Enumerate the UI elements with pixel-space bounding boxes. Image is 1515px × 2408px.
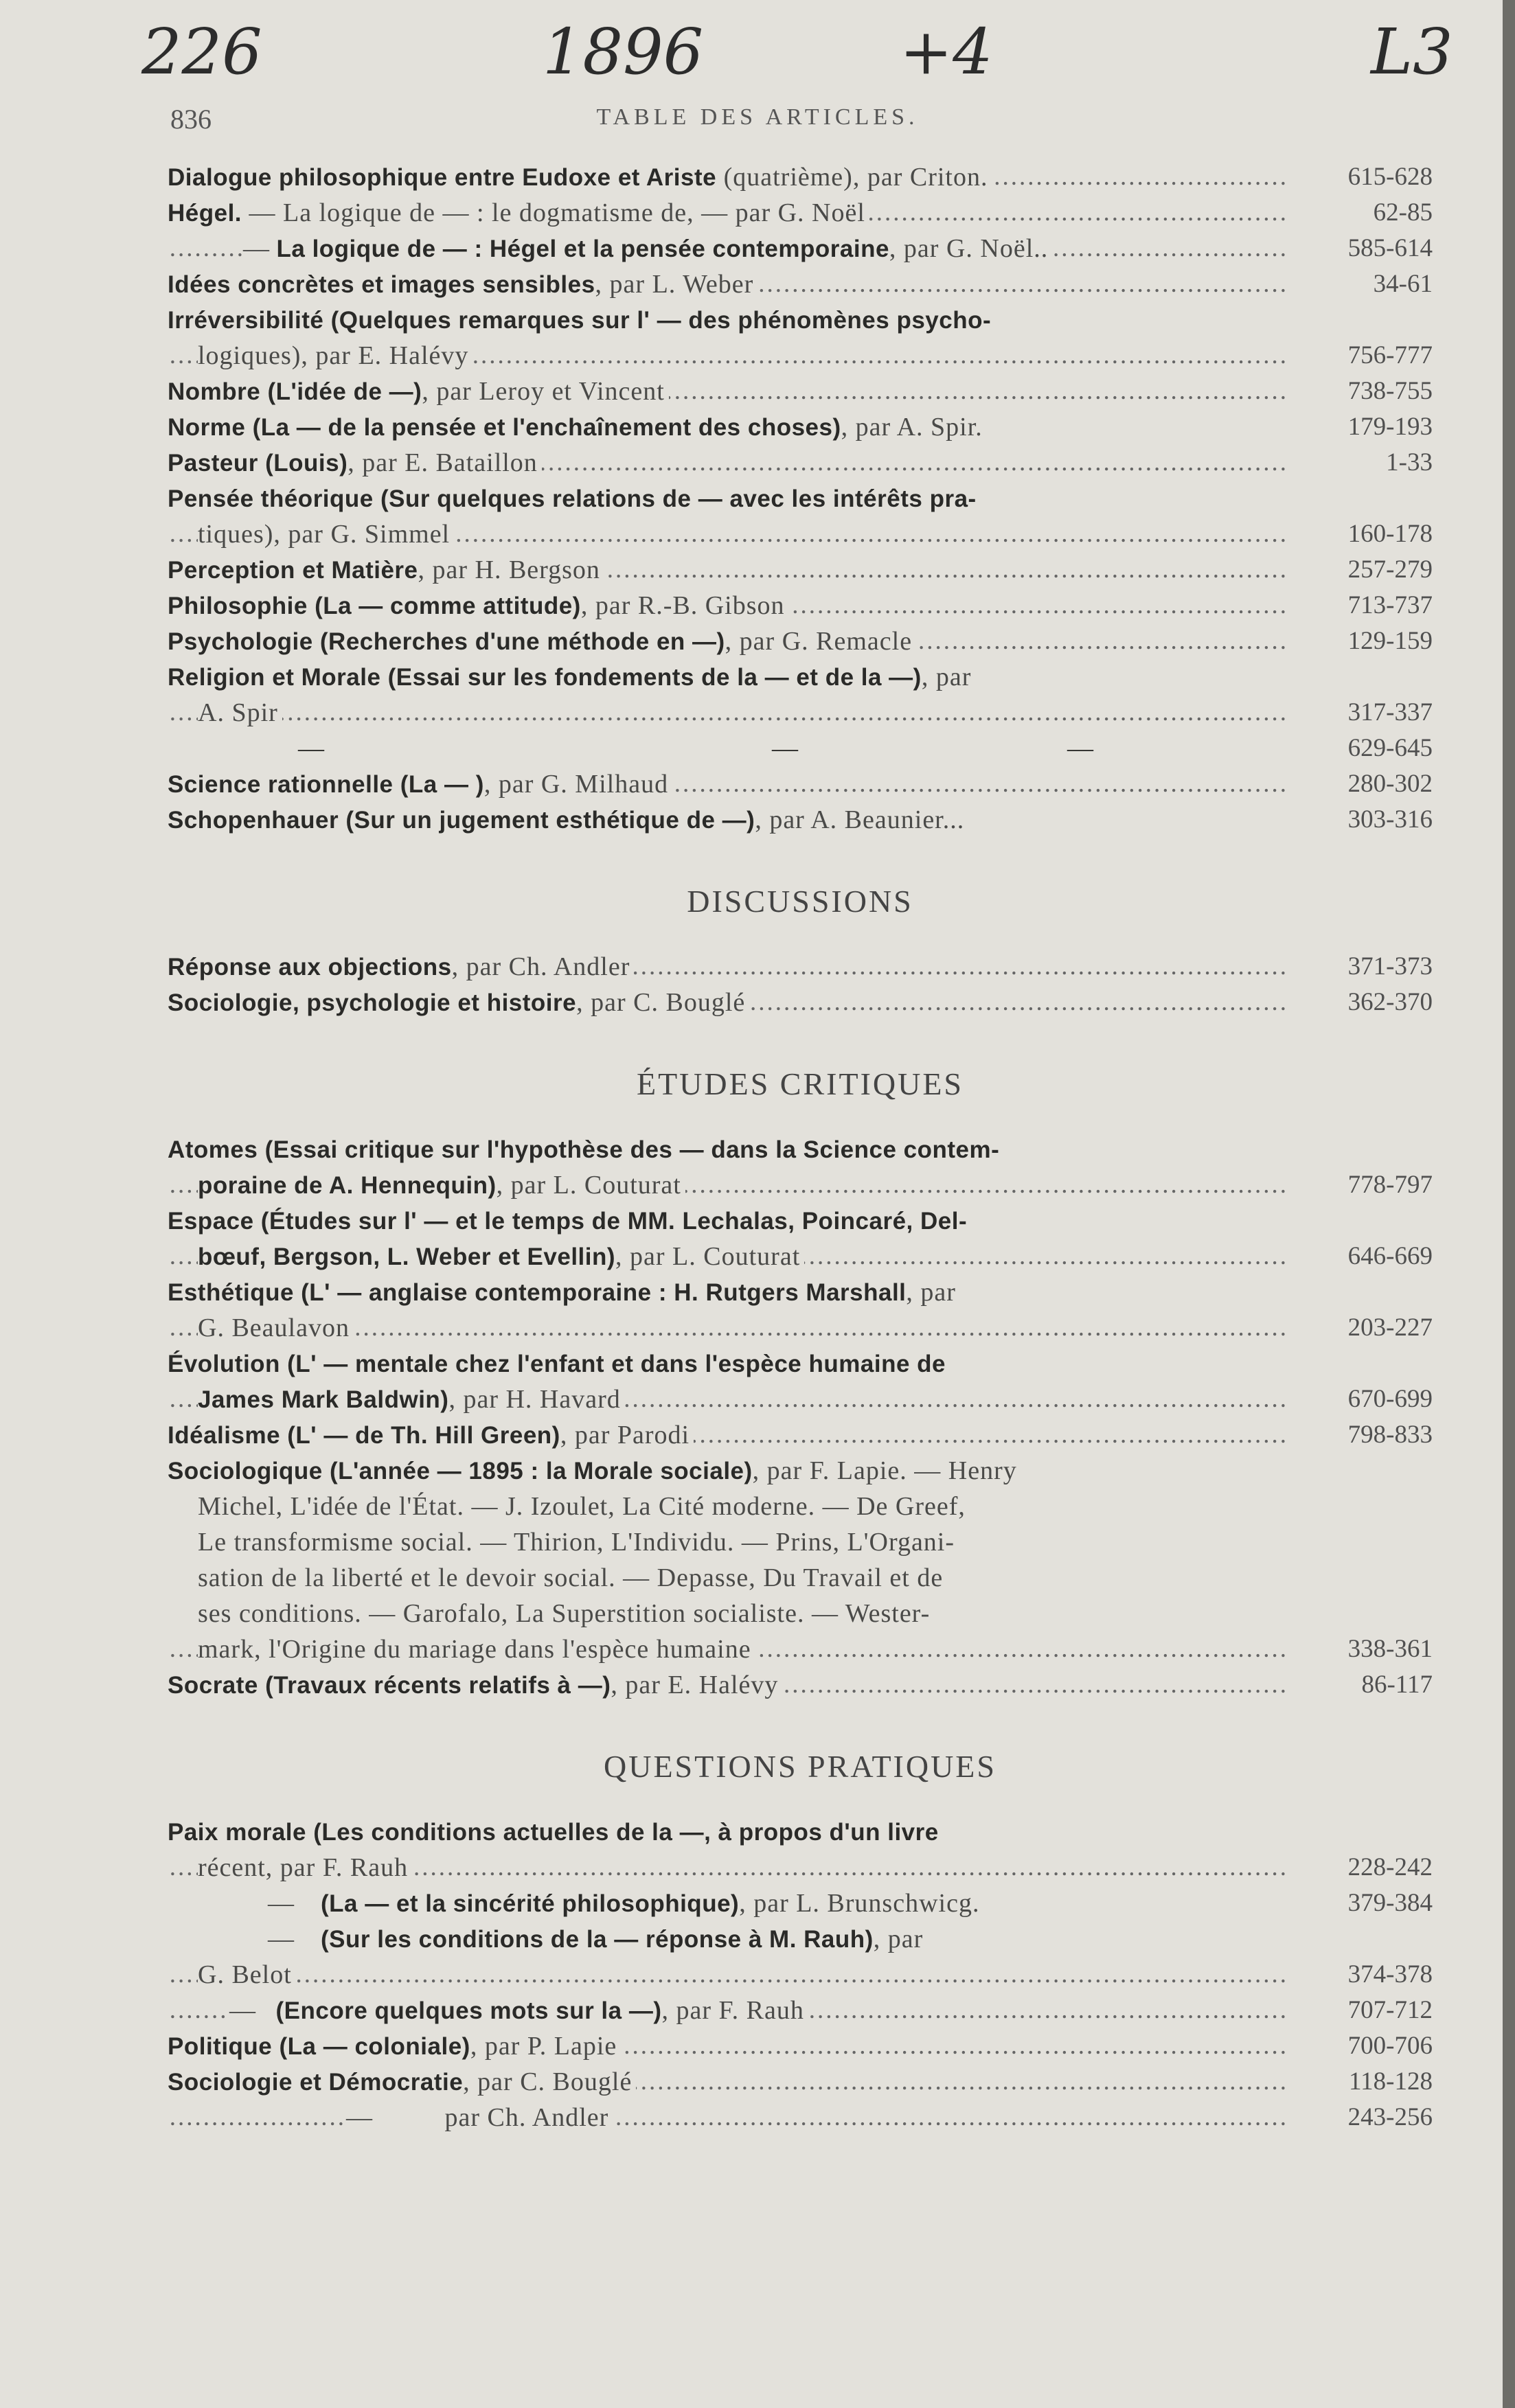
page-range: ..... 700-706 xyxy=(1302,2028,1433,2064)
index-entry: — (Sur les conditions de la — réponse à M. Rauh), par G. Belot ..... 374-378 xyxy=(168,1921,1433,1993)
page-range: ..... 374-378 xyxy=(1302,1957,1433,1993)
index-entry: Socrate (Travaux récents relatifs à —), par E. Halévy ..... 86-117 xyxy=(168,1667,1433,1703)
page-range: ..... 738-755 xyxy=(1302,374,1433,409)
index-entry: Espace (Études sur l' — et le temps de MM. Lechalas, Poincaré, Del- bœuf, Bergson, L. Weber et Evellin), par L. Couturat ..... 646-669 xyxy=(168,1203,1433,1274)
index-entry: Irréversibilité (Quelques remarques sur l' — des phénomènes psycho- logiques), par E. Halévy ..... 756-777 xyxy=(168,302,1433,374)
index-entry: Religion et Morale (Essai sur les fondements de la — et de la —), par A. Spir ..... 317-337 xyxy=(168,659,1433,731)
index-entry: Sociologie et Démocratie, par C. Bouglé ..... 118-128 xyxy=(168,2064,1433,2100)
page-range: 303-316 xyxy=(1302,802,1433,838)
index-entry: Philosophie (La — comme attitude), par R.-B. Gibson ..... 713-737 xyxy=(168,588,1433,623)
section-title-discussions: DISCUSSIONS xyxy=(687,884,913,919)
index-entry: Esthétique (L' — anglaise contemporaine : H. Rutgers Marshall, par G. Beaulavon ..... 203-227 xyxy=(168,1274,1433,1346)
page-range: ..... 34-61 xyxy=(1302,266,1433,302)
page-range: ..... 338-361 xyxy=(1302,1631,1433,1667)
index-entry: Perception et Matière, par H. Bergson ..... 257-279 xyxy=(168,552,1433,588)
index-entry: Idéalisme (L' — de Th. Hill Green), par Parodi ..... 798-833 xyxy=(168,1417,1433,1453)
page-range: ..... 62-85 xyxy=(1302,195,1433,231)
index-entry: Politique (La — coloniale), par P. Lapie ..... 700-706 xyxy=(168,2028,1433,2064)
page-range: ..... 798-833 xyxy=(1302,1417,1433,1453)
index-entry: — — — 629-645 xyxy=(168,731,1433,766)
section-title-questions-pratiques: QUESTIONS PRATIQUES xyxy=(604,1749,996,1784)
page-range: ..... 778-797 xyxy=(1302,1167,1433,1203)
page-range: 179-193 xyxy=(1302,409,1433,445)
page-range: ..... 228-242 xyxy=(1302,1850,1433,1885)
page-range: ..... 585-614 xyxy=(1302,231,1433,266)
page-range: ..... 86-117 xyxy=(1302,1667,1433,1703)
page-range: ..... 129-159 xyxy=(1302,623,1433,659)
page-range: ..... 118-128 xyxy=(1302,2064,1433,2100)
index-entry: Nombre (L'idée de —), par Leroy et Vincent ..... 738-755 xyxy=(168,374,1433,409)
page-range: 379-384 xyxy=(1302,1885,1433,1921)
index-entry: Sociologie, psychologie et histoire, par C. Bouglé ..... 362-370 xyxy=(168,985,1433,1020)
page-range: ..... 756-777 xyxy=(1302,338,1433,374)
article-index xyxy=(168,159,1433,2135)
page-range: ..... 615-628 xyxy=(1302,159,1433,195)
handwritten-year: 1896 xyxy=(543,15,704,89)
page-range: ..... 670-699 xyxy=(1302,1381,1433,1417)
page-range: ..... 713-737 xyxy=(1302,588,1433,623)
index-entry: Norme (La — de la pensée et l'enchaînement des choses), par A. Spir. 179-193 xyxy=(168,409,1433,445)
page-range: ..... 646-669 xyxy=(1302,1239,1433,1274)
index-entry: — (La — et la sincérité philosophique), par L. Brunschwicg. 379-384 xyxy=(168,1885,1433,1921)
page-number: 836 xyxy=(170,104,212,135)
index-entry: Sociologique (L'année — 1895 : la Morale sociale), par F. Lapie. — Henry Michel, L'idée de l'État. — J. Izoulet, La Cité moderne. — De Greef, Le transformisme social. — Thirion, L'Individu. — Prins, L'Organi- sation de la liberté et le devoir social. — Depasse, Du Travail et de ses conditions. — Garofalo, La Superstition socialiste. — Wester- mark, l'Origine du mariage dans l'espèce humaine ..... 338-361 xyxy=(168,1453,1433,1667)
page-range: ..... 160-178 xyxy=(1302,516,1433,552)
index-entry: Dialogue philosophique entre Eudoxe et Ariste (quatrième), par Criton. ..... 615-628 xyxy=(168,159,1433,195)
page-range: ..... 362-370 xyxy=(1302,985,1433,1020)
index-entry: Idées concrètes et images sensibles, par L. Weber ..... 34-61 xyxy=(168,266,1433,302)
page-range: ..... 203-227 xyxy=(1302,1310,1433,1346)
index-entry: — par Ch. Andler ..... 243-256 xyxy=(168,2100,1433,2135)
index-entry: Paix morale (Les conditions actuelles de la —, à propos d'un livre récent, par F. Rauh ..... 228-242 xyxy=(168,1814,1433,1885)
page-range: ..... 707-712 xyxy=(1302,1993,1433,2028)
handwritten-number-right: L3 xyxy=(1371,15,1453,89)
index-entry: Réponse aux objections, par Ch. Andler ..... 371-373 xyxy=(168,949,1433,985)
index-entry: Schopenhauer (Sur un jugement esthétique de —), par A. Beaunier... 303-316 xyxy=(168,802,1433,838)
section-title-etudes-critiques: ÉTUDES CRITIQUES xyxy=(636,1066,964,1101)
page-range: 629-645 xyxy=(1302,731,1433,766)
index-entry: Pensée théorique (Sur quelques relations de — avec les intérêts pra- tiques), par G. Simmel ..... 160-178 xyxy=(168,481,1433,552)
index-entry: Psychologie (Recherches d'une méthode en —), par G. Remacle ..... 129-159 xyxy=(168,623,1433,659)
index-entry: — La logique de — : Hégel et la pensée contemporaine, par G. Noël.. ..... 585-614 xyxy=(168,231,1433,266)
handwritten-number-left: 226 xyxy=(141,15,262,89)
running-title: TABLE DES ARTICLES. xyxy=(596,104,919,130)
page-range: ..... 243-256 xyxy=(1302,2100,1433,2135)
page-range: ..... 371-373 xyxy=(1302,949,1433,985)
handwritten-mark: +4 xyxy=(900,15,993,89)
index-entry: Science rationnelle (La — ), par G. Milhaud ..... 280-302 xyxy=(168,766,1433,802)
index-entry: — (Encore quelques mots sur la —), par F. Rauh ..... 707-712 xyxy=(168,1993,1433,2028)
index-entry: Évolution (L' — mentale chez l'enfant et dans l'espèce humaine de James Mark Baldwin), par H. Havard ..... 670-699 xyxy=(168,1346,1433,1417)
page-range: ..... 257-279 xyxy=(1302,552,1433,588)
page-range: ..... 280-302 xyxy=(1302,766,1433,802)
index-entry: Pasteur (Louis), par E. Bataillon ..... 1-33 xyxy=(168,445,1433,481)
page-range: ..... 1-33 xyxy=(1302,445,1433,481)
index-entry: Atomes (Essai critique sur l'hypothèse des — dans la Science contem- poraine de A. Hennequin), par L. Couturat ..... 778-797 xyxy=(168,1132,1433,1203)
page-edge xyxy=(1503,0,1515,2408)
page-range: ..... 317-337 xyxy=(1302,695,1433,731)
index-entry: Hégel. — La logique de — : le dogmatisme de, — par G. Noël ..... 62-85 xyxy=(168,195,1433,231)
